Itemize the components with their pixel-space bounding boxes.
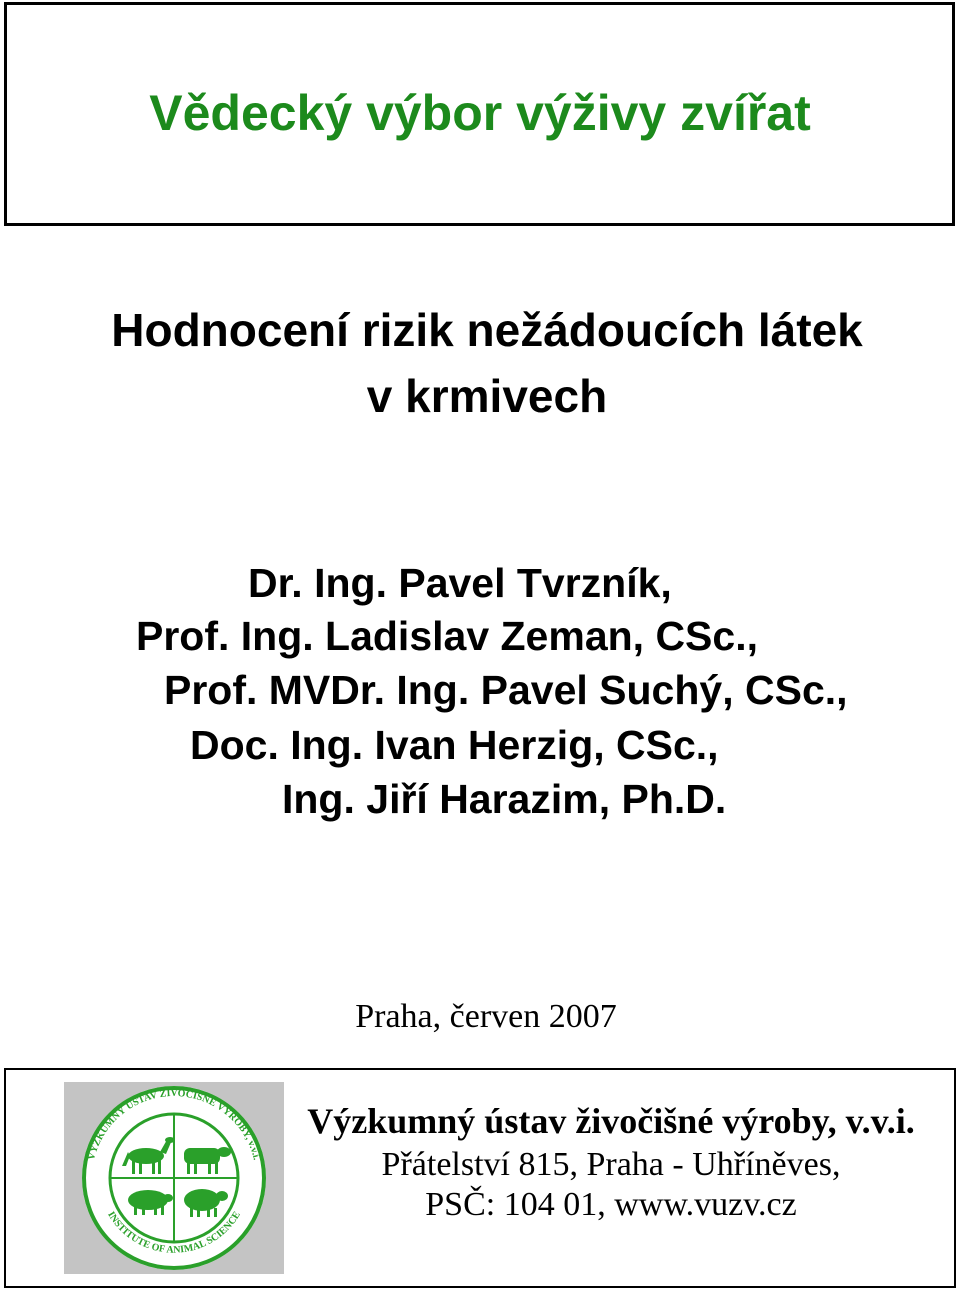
institute-logo [64, 1082, 284, 1274]
author-3: Prof. MVDr. Ing. Pavel Suchý, CSc., [164, 667, 848, 713]
logo-ring-text-top-path: VÝZKUMNÝ ÚSTAV ŽIVOČIŠNÉ VÝROBY, v.v.i. [86, 1088, 262, 1162]
author-1: Dr. Ing. Pavel Tvrzník, [248, 560, 672, 606]
institute-logo-graphic [64, 1082, 284, 1274]
place-date: Praha, červen 2007 [355, 998, 617, 1035]
footer-box [4, 1068, 956, 1288]
institute-address-line-2: PSČ: 104 01, www.vuzv.cz [425, 1186, 797, 1223]
author-5: Ing. Jiří Harazim, Ph.D. [282, 776, 727, 822]
institute-address-line-1: Přátelství 815, Praha - Uhříněves, [381, 1146, 841, 1183]
author-4: Doc. Ing. Ivan Herzig, CSc., [190, 722, 719, 768]
logo-ring-text-bottom-path: INSTITUTE OF ANIMAL SCIENCE [105, 1209, 243, 1256]
document-title-line-1: Hodnocení rizik nežádoucích látek [111, 304, 863, 356]
institute-name: Výzkumný ústav živočišné výroby, v.v.i. [307, 1101, 915, 1141]
document-title-line-2: v krmivech [366, 370, 608, 422]
committee-title: Vědecký výbor výživy zvířat [149, 85, 811, 141]
author-2: Prof. Ing. Ladislav Zeman, CSc., [136, 613, 758, 659]
